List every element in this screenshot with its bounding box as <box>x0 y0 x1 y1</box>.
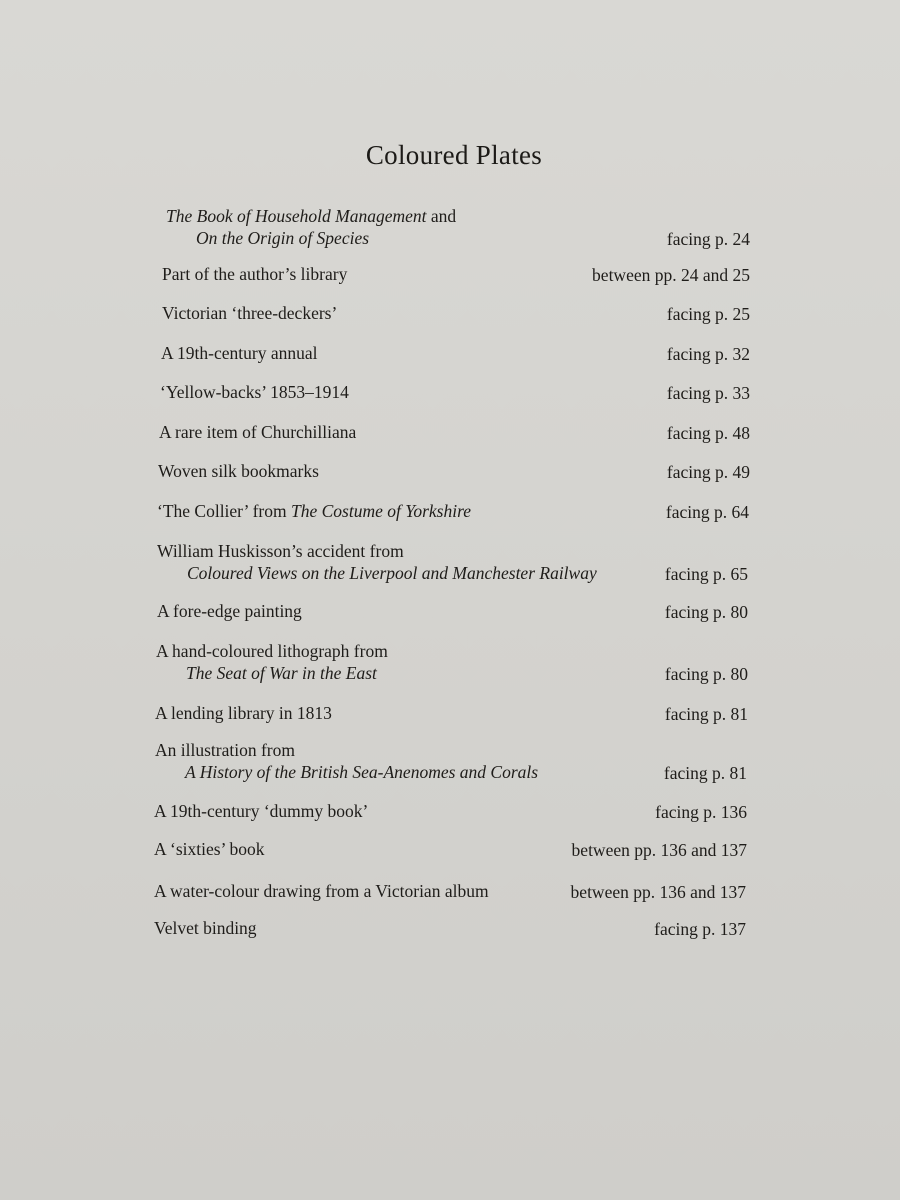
plate-entry <box>157 500 471 522</box>
plate-page-reference: facing p. 136 <box>655 802 747 822</box>
plate-title-line <box>162 263 347 285</box>
plate-entry <box>158 460 319 482</box>
plate-title-italic: Coloured Views on the Liverpool and Manchester Railway <box>187 563 597 583</box>
plate-title-text: A lending library in 1813 <box>155 703 332 723</box>
plate-title-line <box>155 702 332 724</box>
plate-page-reference: facing p. 80 <box>664 602 748 622</box>
plate-title-italic: The Seat of War in the East <box>186 663 377 683</box>
plate-entry <box>155 739 538 783</box>
plate-title-line <box>166 205 456 227</box>
plate-title-text: An illustration from <box>155 740 295 760</box>
plate-entry <box>157 540 597 584</box>
plate-title-line <box>154 880 489 902</box>
plate-title-text: A rare item of Churchilliana <box>159 422 357 442</box>
plate-page-reference: between pp. 24 and 25 <box>592 265 750 285</box>
page-title: Coloured Plates <box>365 140 543 170</box>
plate-title-line <box>154 838 265 860</box>
plate-title-text: Velvet binding <box>154 918 257 938</box>
plate-title-text: ‘Yellow-backs’ 1853–1914 <box>160 382 349 402</box>
plate-page-reference: facing p. 81 <box>664 704 748 724</box>
plate-page-reference: between pp. 136 and 137 <box>571 840 747 860</box>
plate-page-reference: facing p. 49 <box>666 462 750 482</box>
plate-entry <box>155 702 332 724</box>
plate-title-italic: The Book of Household Management <box>166 206 427 226</box>
plate-page-reference: facing p. 137 <box>654 919 746 939</box>
plate-entry <box>162 263 347 285</box>
plate-title-text: A 19th-century ‘dummy book’ <box>154 801 369 821</box>
plate-title-line <box>157 500 471 522</box>
plate-title-italic: The Costume of Yorkshire <box>290 501 472 521</box>
plate-title-italic: On the Origin of Species <box>196 228 370 248</box>
plate-title-line <box>158 460 319 482</box>
plate-title-text: A 19th-century annual <box>161 343 318 363</box>
plate-entry <box>154 880 489 902</box>
plate-title-text: A fore-edge painting <box>157 601 302 621</box>
plate-entry <box>161 342 317 364</box>
plate-title-text: William Huskisson’s accident from <box>157 541 404 561</box>
plate-page-reference: facing p. 32 <box>666 344 750 364</box>
plate-entry <box>157 600 302 622</box>
plate-entry <box>159 421 356 443</box>
plate-title-line <box>157 600 302 622</box>
plate-page-reference: facing p. 33 <box>666 383 750 403</box>
plate-title-line <box>155 739 538 761</box>
plate-entry <box>154 838 265 860</box>
plate-title-text: ‘The Collier’ from <box>157 501 291 521</box>
plate-title-line <box>154 917 257 939</box>
plate-title-continuation <box>155 761 538 783</box>
plate-title-text: A water-colour drawing from a Victorian album <box>154 881 489 901</box>
plate-page-reference: facing p. 48 <box>666 423 750 443</box>
plate-title-line <box>157 540 597 562</box>
plate-title-text: Part of the author’s library <box>162 264 348 284</box>
plate-entry <box>154 800 368 822</box>
plate-title-text: and <box>426 206 457 226</box>
plate-page-reference: facing p. 24 <box>666 229 750 249</box>
plate-title-line <box>156 640 388 662</box>
plate-title-text: Victorian ‘three-deckers’ <box>162 303 338 323</box>
plate-title-continuation <box>156 662 388 684</box>
plate-title-line <box>161 342 317 364</box>
plate-title-continuation <box>166 227 456 249</box>
plate-entry <box>154 917 257 939</box>
plate-page-reference: facing p. 25 <box>666 304 750 324</box>
plate-title-text: A ‘sixties’ book <box>154 839 265 859</box>
plate-title-continuation <box>157 562 597 584</box>
plate-title-italic: A History of the British Sea-Anenomes and Corals <box>185 762 539 782</box>
plate-entry <box>160 381 349 403</box>
plate-page-reference: facing p. 80 <box>664 664 748 684</box>
plate-page-reference: facing p. 81 <box>663 763 747 783</box>
plate-title-line <box>159 421 356 443</box>
plate-entry <box>156 640 388 684</box>
plate-page-reference: facing p. 64 <box>665 502 749 522</box>
plate-title-line <box>160 381 349 403</box>
plate-entry <box>166 205 456 249</box>
plate-page-reference: facing p. 65 <box>664 564 748 584</box>
plate-entry <box>162 302 337 324</box>
plate-title-line <box>154 800 368 822</box>
plate-title-text: A hand-coloured lithograph from <box>156 641 388 661</box>
plate-page-reference: between pp. 136 and 137 <box>570 882 746 902</box>
plate-title-text: Woven silk bookmarks <box>158 461 319 481</box>
plate-title-line <box>162 302 337 324</box>
